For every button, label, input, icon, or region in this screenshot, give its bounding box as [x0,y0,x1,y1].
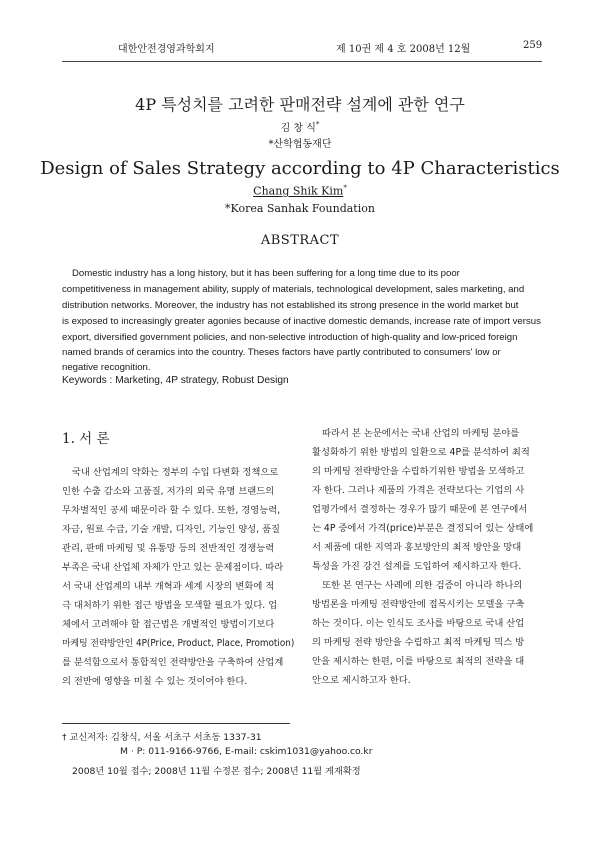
right-column-line: 또한 본 연구는 사례에 의한 검증이 아니라 하나의 [322,580,523,591]
left-column-line: 극 대처하기 위한 접근 방법을 모색할 필요가 있다. 업 [62,600,278,611]
author-english-name: Chang Shik Kim [253,184,344,198]
title-korean: 4P 특성치를 고려한 판매전략 설계에 관한 연구 [135,95,465,114]
right-column-line: 활성화하기 위한 방법의 일환으로 4P를 분석하여 최적 [312,447,530,458]
right-column-line: 업평가에서 결정하는 경우가 많기 때문에 본 연구에서 [312,504,528,515]
section-heading: 1. 서 론 [62,431,110,447]
keywords: Keywords : Marketing, 4P strategy, Robust Design [62,375,289,386]
right-column-line: 방법론을 마케팅 전략방안에 접목시키는 모델을 구축 [312,599,525,610]
footnote-corresponding-author: † 교신저자: 김창식, 서울 서초구 서초동 1337-31 [62,732,262,743]
left-column-line: 를 분석함으로서 통합적인 전략방안을 구축하여 산업계 [62,657,284,668]
left-column-line: 무차별적인 공세 때문이라 할 수 있다. 또한, 경영능력, [62,505,281,516]
right-column-line: 는 4P 중에서 가격(price)부분은 결정되어 있는 상태에 [312,523,534,534]
footnote-rule [62,723,290,724]
left-column-line: 인한 수출 감소와 고품질, 저가의 외국 유명 브랜드의 [62,486,275,497]
right-column-line: 따라서 본 논문에서는 국내 산업의 마케팅 분야를 [322,428,520,439]
author-english [0,184,600,198]
author-korean-name: 김 창 식 [280,123,316,134]
author-korean [0,119,600,134]
left-column-line: 자금, 원료 수급, 기술 개발, 디자인, 기능인 양성, 품질 [62,524,281,535]
abstract-line: is exposed to increasingly greater agonies because of inactive domestic demands, increase rate of import versus [62,316,541,327]
journal-name: 대한안전경영과학회지 [118,44,215,55]
left-column-line: 의 전반에 영향을 미칠 수 있는 것이어야 한다. [62,676,248,687]
affiliation-korean: *산학협동재단 [268,139,332,150]
right-column-line: 특성을 가진 강건 설계를 도입하여 제시하고자 한다. [312,561,522,572]
right-column-line: 하는 것이다. 이는 인식도 조사를 바탕으로 국내 산업 [312,618,525,629]
right-column-line: 의 마케팅 전략방안을 수립하기위한 방법을 모색하고 [312,466,525,477]
left-column-line: 마케팅 전략방안인 4P(Price, Product, Place, Promotion) [62,638,295,649]
header-rule [62,61,542,62]
right-column-line: 안을 제시하는 한편, 이를 바탕으로 최적의 전략을 대 [312,656,525,667]
abstract-line: competitiveness in management ability, supply of materials, technological development, sales marketing, and [62,284,525,295]
abstract-line: distribution networks. Moreover, the industry has not established its strong presence in the world market but [62,300,519,311]
right-column-line: 자 한다. 그러나 제품의 가격은 전략보다는 기업의 사 [312,485,525,496]
footnote-dates: 2008년 10월 접수; 2008년 11월 수정본 접수; 2008년 11월 게재확정 [72,766,361,777]
abstract-line: negative recognition. [62,362,151,373]
author-korean-mark: * [315,120,320,129]
abstract-line: export, diversified government policies, and non-selective introduction of high-quality and low-priced foreign [62,332,518,343]
left-column-line: 서 국내 산업계의 내부 개혁과 세계 시장의 변화에 적 [62,581,275,592]
right-column-line: 서 제품에 대한 지역과 홍보방안의 최적 방안을 망대 [312,542,522,553]
issue-info: 제 10권 제 4 호 2008년 12월 [336,44,471,55]
abstract-heading: ABSTRACT [260,233,340,248]
footnote-contact: M · P: 011-9166-9766, E-mail: cskim1031@yahoo.co.kr [120,746,373,757]
abstract-line: Domestic industry has a long history, but it has been suffering for a long time due to its poor [72,268,460,279]
affiliation-english: *Korea Sanhak Foundation [225,202,375,215]
abstract-line: named brands of ceramics into the country. Theses factors have partly contributed to consumers' low or [62,347,501,358]
right-column-line: 안으로 제시하고자 한다. [312,675,411,686]
left-column-line: 체에서 고려해야 할 접근법은 개별적인 방법이기보다 [62,619,275,630]
left-column-line: 관리, 판매 마케팅 및 유통망 등의 전반적인 경쟁능력 [62,543,275,554]
page-number: 259 [523,40,543,51]
left-column-line: 부족은 국내 산업체 자체가 안고 있는 문제점이다. 따라 [62,562,284,573]
title-english: Design of Sales Strategy according to 4P Characteristics [40,158,560,179]
author-english-mark: * [343,184,347,192]
right-column-line: 의 마케팅 전략 방안을 수립하고 최적 마케팅 믹스 방 [312,637,525,648]
left-column-line: 국내 산업계의 약화는 정부의 수입 다변화 정책으로 [72,467,279,478]
